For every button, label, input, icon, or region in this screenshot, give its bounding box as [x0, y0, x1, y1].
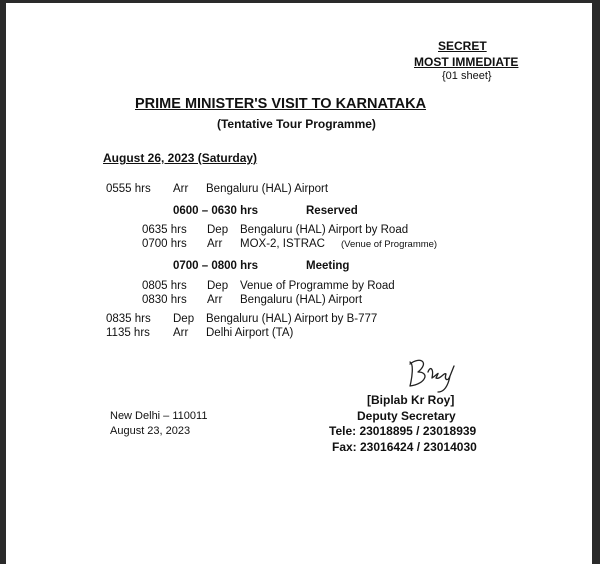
schedule-time: 0835 hrs — [106, 313, 151, 325]
slot-label: Reserved — [306, 205, 358, 217]
signatory-fax: Fax: 23016424 / 23014030 — [332, 440, 477, 454]
signatory-tele: Tele: 23018895 / 23018939 — [329, 424, 477, 438]
schedule-time: 0635 hrs — [142, 224, 187, 236]
slot-time: 0600 – 0630 hrs — [173, 205, 259, 217]
schedule-time: 0555 hrs — [106, 183, 151, 195]
issue-place: New Delhi – 110011 — [110, 410, 208, 422]
classification-label: SECRET — [438, 39, 487, 53]
schedule-detail: Venue of Programme by Road — [240, 280, 395, 292]
schedule-detail: Delhi Airport (TA) — [206, 327, 294, 339]
signature-image — [400, 352, 462, 396]
schedule-time: 1135 hrs — [106, 327, 150, 339]
date-heading: August 26, 2023 (Saturday) — [103, 151, 258, 165]
schedule-detail: Bengaluru (HAL) Airport by B-777 — [206, 313, 378, 325]
document-title: PRIME MINISTER'S VISIT TO KARNATAKA — [135, 96, 427, 112]
schedule-detail: Bengaluru (HAL) Airport by Road — [240, 224, 409, 236]
schedule-time: 0805 hrs — [142, 280, 187, 292]
slot-time: 0700 – 0800 hrs — [173, 260, 259, 272]
signatory-name: [Biplab Kr Roy] — [367, 393, 455, 407]
schedule-detail: Bengaluru (HAL) Airport — [206, 183, 329, 195]
schedule-note: (Venue of Programme) — [341, 239, 438, 250]
schedule-type: Dep — [173, 313, 195, 325]
sheet-count: {01 sheet} — [442, 70, 492, 82]
schedule-time: 0700 hrs — [142, 238, 187, 250]
schedule-type: Dep — [207, 224, 229, 236]
schedule-time: 0830 hrs — [142, 294, 187, 306]
schedule-detail: Bengaluru (HAL) Airport — [240, 294, 363, 306]
schedule-type: Dep — [207, 280, 229, 292]
signatory-designation: Deputy Secretary — [357, 409, 456, 423]
schedule-type: Arr — [173, 327, 189, 339]
issue-date: August 23, 2023 — [110, 425, 191, 437]
schedule-type: Arr — [207, 294, 223, 306]
schedule-type: Arr — [173, 183, 189, 195]
schedule-type: Arr — [207, 238, 223, 250]
priority-label: MOST IMMEDIATE — [414, 55, 519, 69]
document-subtitle: (Tentative Tour Programme) — [217, 117, 376, 131]
schedule-detail: MOX-2, ISTRAC — [240, 238, 325, 250]
slot-label: Meeting — [306, 260, 350, 272]
